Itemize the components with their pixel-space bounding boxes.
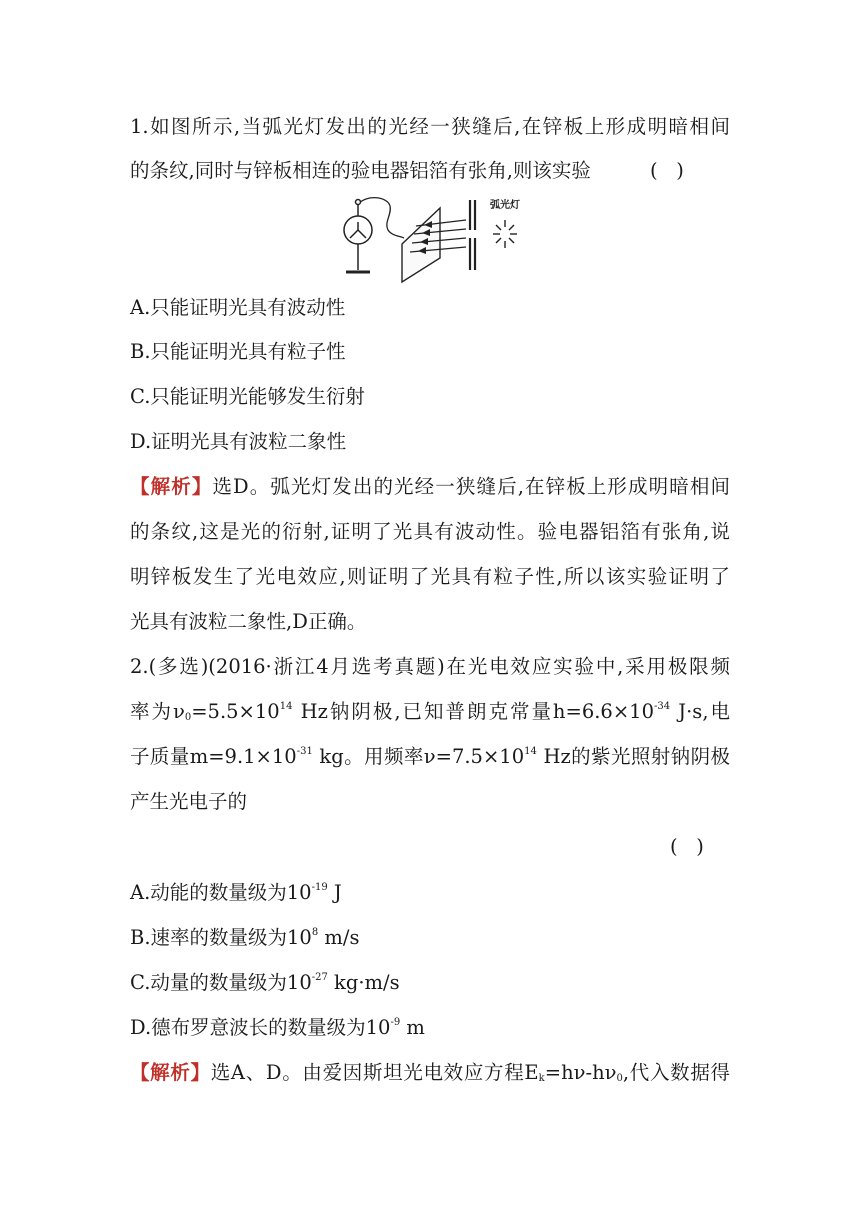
q1-option-a: A.只能证明光具有波动性 [130,296,346,319]
q1-answer-blank: ( ) [650,159,684,182]
single-slit-icon [470,200,475,270]
photoelectric-apparatus-figure [330,196,530,284]
q2-option-a: A.动能的数量级为$10^{-19}$ J [130,881,342,904]
q2-option-d: D.德布罗意波长的数量级为$10^{-9}$ m [130,1016,425,1039]
q2-stem-line-2: 率为$\nu_0=5.5\times 10^{14}$ Hz钠阴极,已知普朗克常量$h=6.6\times 10^{-34}$ J·s,电 [130,700,730,723]
q1-option-d: D.证明光具有波粒二象性 [130,430,347,453]
q1-analysis-line-4: 光具有波粒二象性,D正确。 [130,610,367,633]
q2-option-b: B.速率的数量级为$10^8$ m/s [130,926,360,949]
q1-analysis-line-2: 的条纹,这是光的衍射,证明了光具有波动性。验电器铝箔有张角,说 [130,520,730,543]
q2-stem-line-3: 子质量$m=9.1\times 10^{-31}$ kg。用频率$\nu=7.5\times 10^{14}$ Hz的紫光照射钠阴极 [130,745,730,768]
q2-option-c: C.动量的数量级为$10^{-27}$ kg·m/s [130,971,400,994]
arc-lamp-icon [493,220,517,248]
q1-option-c: C.只能证明光能够发生衍射 [130,385,365,408]
q2-analysis-line-1: 【解析】选A、D。由爱因斯坦光电效应方程$E_k=h\nu-h\nu_0$,代入数据得 [130,1061,730,1084]
arc-lamp-label: 弧光灯 [490,200,520,211]
q1-analysis-line-3: 明锌板发生了光电效应,则证明了光具有粒子性,所以该实验证明了 [130,565,730,588]
q1-stem-line-1: 1.如图所示,当弧光灯发出的光经一狭缝后,在锌板上形成明暗相间 [130,115,730,138]
zinc-plate [402,208,440,282]
electroscope-icon [344,200,372,273]
q2-answer-blank: ( ) [670,835,704,858]
q2-stem-line-4: 产生光电子的 [130,790,248,813]
q1-analysis-tag: 【解析】 [130,475,213,498]
q1-analysis-line-1: 【解析】选D。弧光灯发出的光经一狭缝后,在锌板上形成明暗相间 [130,475,730,498]
q1-option-b: B.只能证明光具有粒子性 [130,340,346,363]
connecting-wire [360,198,404,238]
q2-analysis-tag: 【解析】 [130,1061,211,1084]
q1-stem-line-2: 的条纹,同时与锌板相连的验电器铝箔有张角,则该实验 [130,159,591,182]
q2-stem-line-1: 2.(多选)(2016·浙江4月选考真题)在光电效应实验中,采用极限频 [130,655,730,678]
